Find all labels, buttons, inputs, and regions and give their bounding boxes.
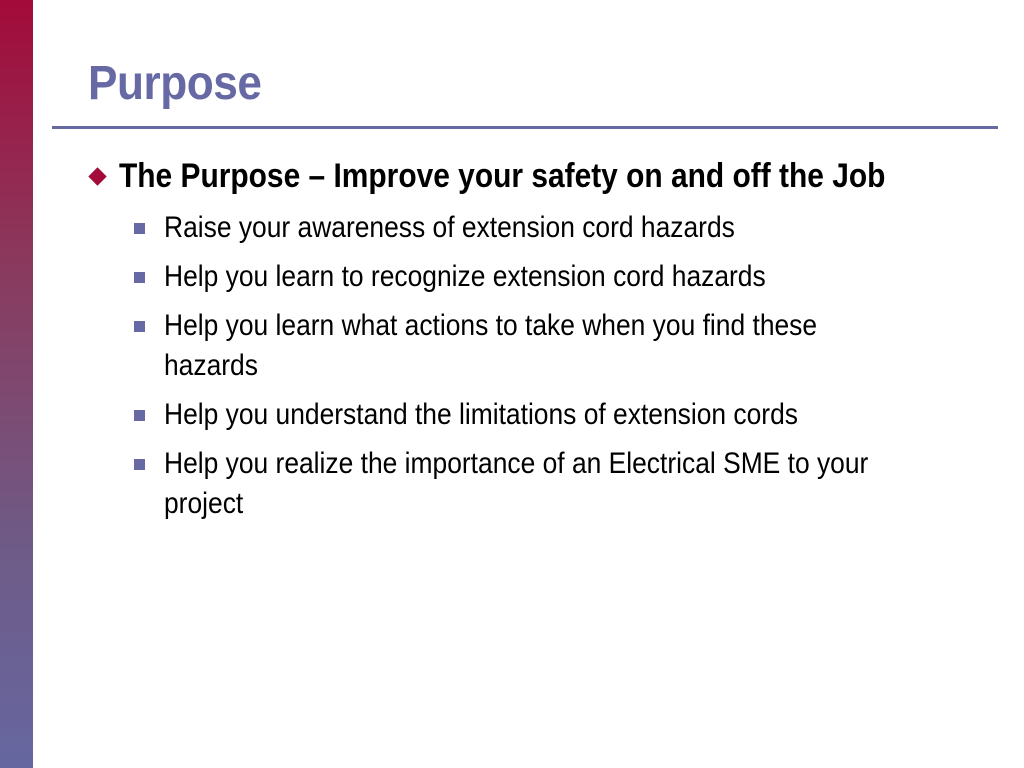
sub-bullet-item: [134, 208, 1004, 248]
square-bullet-icon: [134, 272, 145, 283]
sub-bullet-text: Help you understand the limitations of extension cords: [164, 398, 798, 431]
slide-content: [84, 154, 1004, 533]
sub-bullet-item: [134, 306, 1004, 386]
sub-bullet-item: [134, 444, 1004, 524]
square-bullet-icon: [134, 410, 145, 421]
square-bullet-icon: [134, 321, 145, 332]
sub-bullet-item: [134, 257, 1004, 297]
sub-bullet-text: Raise your awareness of extension cord hazards: [164, 211, 735, 244]
main-bullet-text: The Purpose – Improve your safety on and off the Job: [119, 157, 886, 195]
title-underline: [52, 126, 998, 129]
side-gradient-band: [0, 0, 33, 768]
diamond-bullet-icon: [88, 167, 106, 185]
slide-title: Purpose: [88, 57, 262, 110]
square-bullet-icon: [134, 223, 145, 234]
sub-bullet-item: [134, 395, 1004, 435]
main-bullet: [84, 154, 1004, 198]
square-bullet-icon: [134, 459, 145, 470]
sub-bullet-text: Help you realize the importance of an Electrical SME to your project: [164, 447, 869, 520]
sub-bullet-list: [84, 208, 1004, 524]
sub-bullet-text: Help you learn what actions to take when you find these hazards: [164, 309, 818, 382]
sub-bullet-text: Help you learn to recognize extension cord hazards: [164, 260, 766, 293]
